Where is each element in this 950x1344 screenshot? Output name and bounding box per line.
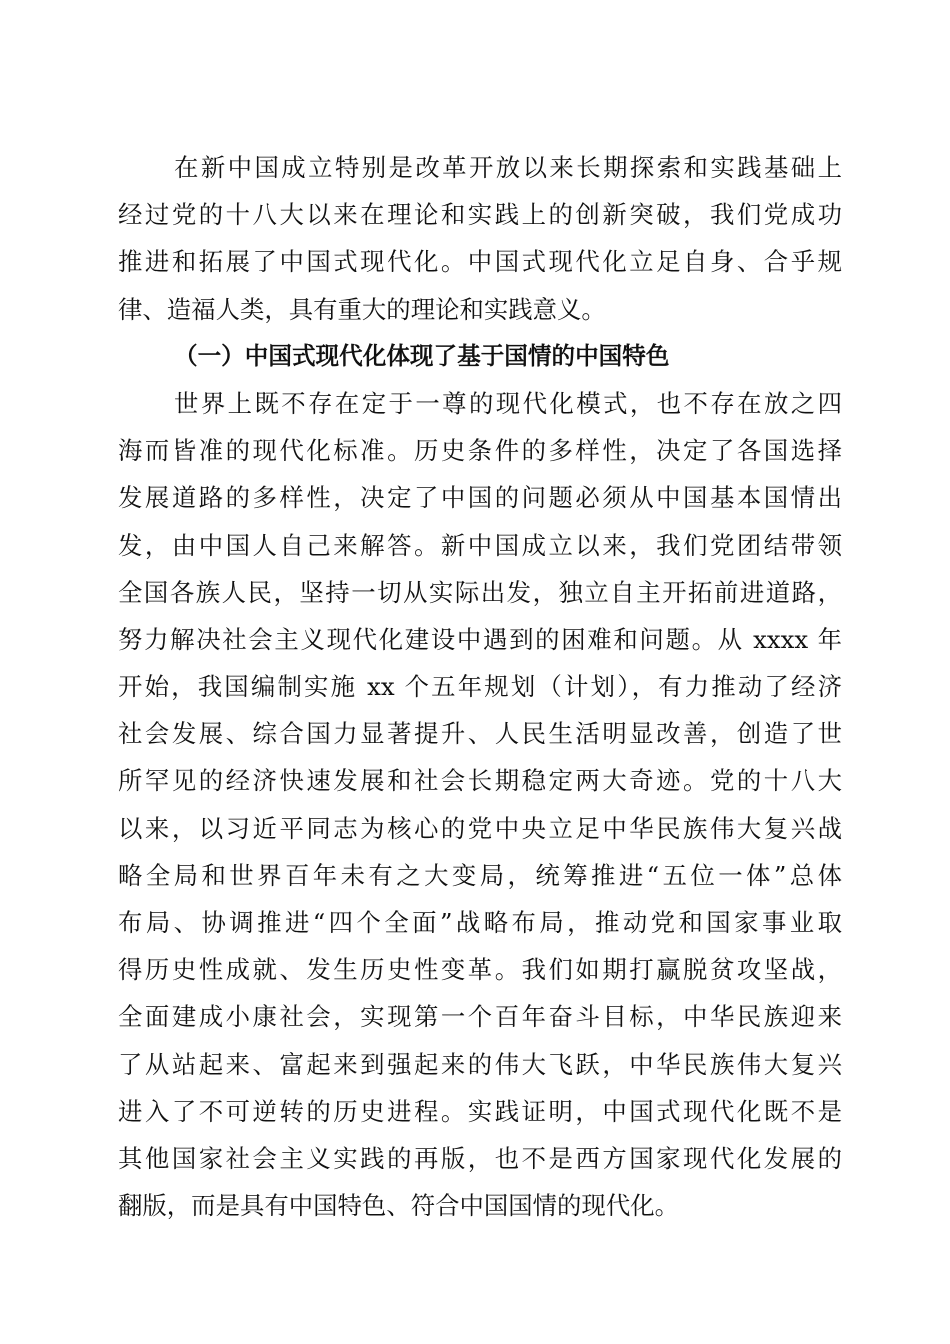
text-line: 经过党的十八大以来在理论和实践上的创新突破，我们党成功 xyxy=(118,200,842,230)
text-line: 翻版，而是具有中国特色、符合中国国情的现代化。 xyxy=(118,1191,679,1221)
text-line: 律、造福人类，具有重大的理论和实践意义。 xyxy=(118,294,606,324)
text-line: 世界上既不存在定于一尊的现代化模式，也不存在放之四 xyxy=(174,388,842,418)
text-line: 了从站起来、富起来到强起来的伟大飞跃，中华民族伟大复兴 xyxy=(118,1049,842,1079)
text-line: 开始，我国编制实施 xx 个五年规划（计划），有力推动了经济 xyxy=(118,672,842,702)
text-line: 全面建成小康社会，实现第一个百年奋斗目标，中华民族迎来 xyxy=(118,1002,842,1032)
text-line: 得历史性成就、发生历史性变革。我们如期打赢脱贫攻坚战， xyxy=(118,955,842,985)
text-line: 其他国家社会主义实践的再版，也不是西方国家现代化发展的 xyxy=(118,1143,842,1173)
text-line: 进入了不可逆转的历史进程。实践证明，中国式现代化既不是 xyxy=(118,1096,842,1126)
paragraph-body xyxy=(118,380,842,1229)
text-line: 在新中国成立特别是改革开放以来长期探索和实践基础上 xyxy=(174,153,842,182)
text-line: 全国各族人民，坚持一切从实际出发，独立自主开拓前进道路， xyxy=(118,577,842,607)
text-line: 发，由中国人自己来解答。新中国成立以来，我们党团结带领 xyxy=(118,530,842,560)
text-line: 布局、协调推进“四个全面”战略布局，推动党和国家事业取 xyxy=(118,908,842,937)
document-body xyxy=(118,144,842,1229)
text-line: 所罕见的经济快速发展和社会长期稳定两大奇迹。党的十八大 xyxy=(118,766,842,796)
text-line: 努力解决社会主义现代化建设中遇到的困难和问题。从 xxxx 年 xyxy=(118,624,842,654)
section-heading: （一）中国式现代化体现了基于国情的中国特色 xyxy=(174,341,670,370)
text-line: 推进和拓展了中国式现代化。中国式现代化立足自身、合乎规 xyxy=(118,247,842,277)
text-line: 发展道路的多样性，决定了中国的问题必须从中国基本国情出 xyxy=(118,483,842,513)
text-line: 社会发展、综合国力显著提升、人民生活明显改善，创造了世 xyxy=(118,719,842,749)
paragraph-intro xyxy=(118,144,842,333)
text-line: 海而皆准的现代化标准。历史条件的多样性，决定了各国选择 xyxy=(118,436,842,466)
text-line: 略全局和世界百年未有之大变局，统筹推进“五位一体”总体 xyxy=(118,860,842,890)
text-line: 以来，以习近平同志为核心的党中央立足中华民族伟大复兴战 xyxy=(118,813,842,843)
